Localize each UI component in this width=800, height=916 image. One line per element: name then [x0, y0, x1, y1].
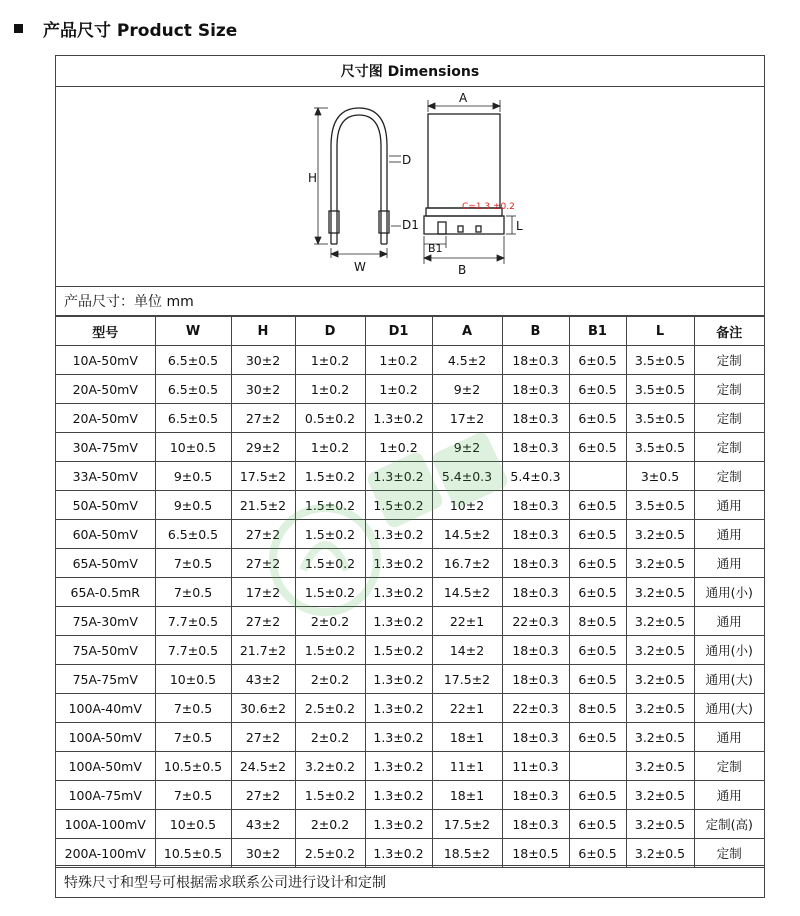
header-row — [56, 317, 764, 346]
table-cell: 10.5±0.5 — [155, 752, 231, 781]
unit-note: 产品尺寸：单位 mm — [56, 286, 764, 316]
table-cell: 1.3±0.2 — [365, 781, 432, 810]
table-cell: 通用 — [694, 520, 764, 549]
table-cell: 6±0.5 — [569, 346, 626, 375]
table-cell: 3.5±0.5 — [626, 346, 694, 375]
table-cell: 通用 — [694, 607, 764, 636]
table-cell: 6±0.5 — [569, 665, 626, 694]
table-cell: 14±2 — [432, 636, 502, 665]
table-cell: 1.3±0.2 — [365, 723, 432, 752]
label-l: L — [516, 219, 523, 233]
table-cell: 通用 — [694, 491, 764, 520]
column-header: W — [155, 317, 231, 346]
table-cell: 3.2±0.5 — [626, 723, 694, 752]
label-b1: B1 — [428, 242, 443, 255]
table-cell: 定制 — [694, 375, 764, 404]
table-cell: 6.5±0.5 — [155, 375, 231, 404]
table-cell: 17±2 — [231, 578, 295, 607]
footer-note: 特殊尺寸和型号可根据需求联系公司进行设计和定制 — [56, 865, 764, 897]
column-header: D — [295, 317, 365, 346]
table-cell: 9±2 — [432, 433, 502, 462]
column-header: A — [432, 317, 502, 346]
table-cell: 8±0.5 — [569, 694, 626, 723]
table-cell: 65A-50mV — [56, 549, 155, 578]
table-cell: 27±2 — [231, 607, 295, 636]
section-title — [10, 14, 237, 42]
table-cell: 16.7±2 — [432, 549, 502, 578]
table-cell: 3.2±0.5 — [626, 694, 694, 723]
dimension-drawing — [56, 86, 764, 286]
table-cell: 4.5±2 — [432, 346, 502, 375]
table-cell: 75A-50mV — [56, 636, 155, 665]
column-header: L — [626, 317, 694, 346]
table-cell: 100A-50mV — [56, 752, 155, 781]
u-pin-drawing — [329, 108, 389, 244]
table-cell: 27±2 — [231, 549, 295, 578]
table-cell: 7±0.5 — [155, 549, 231, 578]
table-cell: 定制 — [694, 346, 764, 375]
table-cell: 17.5±2 — [432, 665, 502, 694]
table-cell: 1±0.2 — [365, 375, 432, 404]
table-cell: 6±0.5 — [569, 491, 626, 520]
table-row — [56, 607, 764, 636]
table-cell: 30.6±2 — [231, 694, 295, 723]
table-cell: 14.5±2 — [432, 520, 502, 549]
table-cell: 200A-100mV — [56, 839, 155, 868]
table-cell: 通用 — [694, 723, 764, 752]
label-a: A — [459, 91, 468, 105]
table-cell: 2±0.2 — [295, 810, 365, 839]
table-cell: 100A-75mV — [56, 781, 155, 810]
table-cell: 11±1 — [432, 752, 502, 781]
table-cell: 7±0.5 — [155, 723, 231, 752]
table-cell: 50A-50mV — [56, 491, 155, 520]
table-cell: 10±2 — [432, 491, 502, 520]
table-cell: 18±1 — [432, 781, 502, 810]
table-cell: 18±0.3 — [502, 578, 569, 607]
table-cell: 7.7±0.5 — [155, 607, 231, 636]
table-cell: 3±0.5 — [626, 462, 694, 491]
table-cell: 18±0.3 — [502, 375, 569, 404]
table-row — [56, 839, 764, 868]
table-cell: 60A-50mV — [56, 520, 155, 549]
table-row — [56, 404, 764, 433]
table-cell: 定制 — [694, 752, 764, 781]
table-row — [56, 375, 764, 404]
table-cell: 通用 — [694, 781, 764, 810]
table-cell: 1.3±0.2 — [365, 404, 432, 433]
table-cell: 18±0.3 — [502, 723, 569, 752]
table-cell: 1.5±0.2 — [295, 636, 365, 665]
table-cell: 75A-30mV — [56, 607, 155, 636]
table-cell: 3.2±0.5 — [626, 520, 694, 549]
table-cell: 100A-40mV — [56, 694, 155, 723]
table-cell: 1±0.2 — [365, 346, 432, 375]
table-cell: 1.3±0.2 — [365, 549, 432, 578]
table-cell: 100A-100mV — [56, 810, 155, 839]
column-header: B1 — [569, 317, 626, 346]
table-cell: 10±0.5 — [155, 665, 231, 694]
table-cell: 18±0.5 — [502, 839, 569, 868]
table-cell: 14.5±2 — [432, 578, 502, 607]
table-cell: 27±2 — [231, 520, 295, 549]
bullet-square-icon — [14, 24, 23, 33]
table-cell: 22±1 — [432, 607, 502, 636]
table-cell: 9±2 — [432, 375, 502, 404]
table-row — [56, 636, 764, 665]
table-cell: 1.3±0.2 — [365, 462, 432, 491]
table-cell: 1.5±0.2 — [295, 549, 365, 578]
table-cell: 22±0.3 — [502, 607, 569, 636]
column-header: 备注 — [694, 317, 764, 346]
table-cell: 27±2 — [231, 781, 295, 810]
table-cell: 8±0.5 — [569, 607, 626, 636]
table-cell: 11±0.3 — [502, 752, 569, 781]
table-cell: 18±0.3 — [502, 433, 569, 462]
table-cell: 33A-50mV — [56, 462, 155, 491]
table-cell: 定制(高) — [694, 810, 764, 839]
table-cell: 18±0.3 — [502, 636, 569, 665]
table-cell: 3.2±0.5 — [626, 549, 694, 578]
table-cell: 3.5±0.5 — [626, 404, 694, 433]
table-cell: 2±0.2 — [295, 607, 365, 636]
table-cell: 30±2 — [231, 375, 295, 404]
table-cell: 30±2 — [231, 839, 295, 868]
label-d: D — [402, 153, 412, 167]
table-cell: 6±0.5 — [569, 781, 626, 810]
table-cell: 24.5±2 — [231, 752, 295, 781]
body-drawing — [424, 114, 504, 234]
table-cell: 18±0.3 — [502, 810, 569, 839]
table-row — [56, 810, 764, 839]
table-cell: 3.2±0.2 — [295, 752, 365, 781]
table-row — [56, 694, 764, 723]
label-w: W — [354, 260, 366, 274]
table-cell: 100A-50mV — [56, 723, 155, 752]
table-cell: 3.2±0.5 — [626, 839, 694, 868]
table-cell: 1.5±0.2 — [295, 462, 365, 491]
table-row — [56, 781, 764, 810]
table-cell: 6±0.5 — [569, 433, 626, 462]
table-cell: 3.2±0.5 — [626, 781, 694, 810]
table-cell: 6±0.5 — [569, 810, 626, 839]
table-cell: 2.5±0.2 — [295, 694, 365, 723]
table-row — [56, 520, 764, 549]
table-cell: 定制 — [694, 433, 764, 462]
column-header: D1 — [365, 317, 432, 346]
table-cell: 1.5±0.2 — [295, 491, 365, 520]
body-dimension-lines — [424, 100, 516, 264]
table-cell: 3.2±0.5 — [626, 607, 694, 636]
column-header: B — [502, 317, 569, 346]
table-cell: 6±0.5 — [569, 723, 626, 752]
table-cell: 18±0.3 — [502, 549, 569, 578]
table-cell: 1.5±0.2 — [295, 578, 365, 607]
table-cell: 9±0.5 — [155, 491, 231, 520]
table-body — [56, 346, 764, 868]
column-header: 型号 — [56, 317, 155, 346]
table-cell — [569, 462, 626, 491]
table-cell: 通用(小) — [694, 578, 764, 607]
table-cell: 6.5±0.5 — [155, 346, 231, 375]
table-cell: 18±0.3 — [502, 346, 569, 375]
table-row — [56, 433, 764, 462]
table-row — [56, 491, 764, 520]
table-cell: 1.3±0.2 — [365, 694, 432, 723]
column-header: H — [231, 317, 295, 346]
table-cell: 29±2 — [231, 433, 295, 462]
table-cell: 18±1 — [432, 723, 502, 752]
table-cell: 27±2 — [231, 404, 295, 433]
table-cell — [569, 752, 626, 781]
table-cell: 通用(大) — [694, 665, 764, 694]
table-cell: 1.3±0.2 — [365, 752, 432, 781]
table-cell: 18±0.3 — [502, 491, 569, 520]
table-cell: 1.3±0.2 — [365, 607, 432, 636]
table-cell: 6±0.5 — [569, 375, 626, 404]
label-b: B — [458, 263, 467, 277]
table-cell: 6±0.5 — [569, 578, 626, 607]
table-cell: 6±0.5 — [569, 520, 626, 549]
table-cell: 3.2±0.5 — [626, 636, 694, 665]
table-cell: 43±2 — [231, 665, 295, 694]
label-c: C=1.3 ±0.2 — [462, 202, 515, 212]
table-cell: 5.4±0.3 — [502, 462, 569, 491]
table-cell: 定制 — [694, 839, 764, 868]
table-cell: 18±0.3 — [502, 404, 569, 433]
table-cell: 1±0.2 — [295, 433, 365, 462]
table-cell: 22±1 — [432, 694, 502, 723]
table-cell: 6±0.5 — [569, 636, 626, 665]
table-cell: 0.5±0.2 — [295, 404, 365, 433]
table-row — [56, 462, 764, 491]
table-cell: 75A-75mV — [56, 665, 155, 694]
product-size-table — [56, 316, 764, 868]
table-row — [56, 752, 764, 781]
table-cell: 1±0.2 — [295, 375, 365, 404]
table-cell: 10±0.5 — [155, 433, 231, 462]
table-cell: 21.7±2 — [231, 636, 295, 665]
label-d1: D1 — [402, 218, 419, 232]
table-cell: 3.2±0.5 — [626, 665, 694, 694]
table-cell: 1.5±0.2 — [295, 520, 365, 549]
table-cell: 43±2 — [231, 810, 295, 839]
table-cell: 9±0.5 — [155, 462, 231, 491]
table-cell: 10.5±0.5 — [155, 839, 231, 868]
table-cell: 1.5±0.2 — [295, 781, 365, 810]
table-cell: 通用 — [694, 549, 764, 578]
table-cell: 17.5±2 — [231, 462, 295, 491]
table-row — [56, 346, 764, 375]
table-cell: 2±0.2 — [295, 665, 365, 694]
table-cell: 6.5±0.5 — [155, 404, 231, 433]
table-cell: 18±0.3 — [502, 520, 569, 549]
table-cell: 1.5±0.2 — [365, 636, 432, 665]
table-cell: 7±0.5 — [155, 781, 231, 810]
table-cell: 20A-50mV — [56, 375, 155, 404]
table-cell: 7.7±0.5 — [155, 636, 231, 665]
table-cell: 22±0.3 — [502, 694, 569, 723]
table-cell: 3.5±0.5 — [626, 375, 694, 404]
table-cell: 定制 — [694, 462, 764, 491]
table-cell: 6.5±0.5 — [155, 520, 231, 549]
table-cell: 7±0.5 — [155, 694, 231, 723]
table-cell: 6±0.5 — [569, 839, 626, 868]
table-cell: 17±2 — [432, 404, 502, 433]
table-cell: 1.3±0.2 — [365, 520, 432, 549]
table-cell: 17.5±2 — [432, 810, 502, 839]
dimensions-header: 尺寸图 Dimensions — [56, 56, 764, 87]
table-cell: 20A-50mV — [56, 404, 155, 433]
table-cell: 18±0.3 — [502, 781, 569, 810]
table-cell: 1.3±0.2 — [365, 810, 432, 839]
table-cell: 7±0.5 — [155, 578, 231, 607]
dimensions-diagram — [56, 86, 764, 287]
table-cell: 1.3±0.2 — [365, 578, 432, 607]
table-cell: 3.2±0.5 — [626, 578, 694, 607]
table-cell: 27±2 — [231, 723, 295, 752]
table-cell: 1.3±0.2 — [365, 665, 432, 694]
table-header — [56, 317, 764, 346]
table-cell: 10A-50mV — [56, 346, 155, 375]
table-cell: 3.5±0.5 — [626, 433, 694, 462]
table-cell: 65A-0.5mR — [56, 578, 155, 607]
table-cell: 21.5±2 — [231, 491, 295, 520]
table-cell: 1.5±0.2 — [365, 491, 432, 520]
table-cell: 通用(大) — [694, 694, 764, 723]
product-size-frame — [55, 55, 765, 898]
table-cell: 定制 — [694, 404, 764, 433]
table-cell: 18.5±2 — [432, 839, 502, 868]
table-cell: 1±0.2 — [295, 346, 365, 375]
table-row — [56, 578, 764, 607]
table-cell: 通用(小) — [694, 636, 764, 665]
table-cell: 3.5±0.5 — [626, 491, 694, 520]
table-cell: 6±0.5 — [569, 404, 626, 433]
table-cell: 1.3±0.2 — [365, 839, 432, 868]
table-row — [56, 549, 764, 578]
u-pin-dimension-lines — [314, 108, 401, 258]
table-cell: 18±0.3 — [502, 665, 569, 694]
table-cell: 2.5±0.2 — [295, 839, 365, 868]
table-cell: 3.2±0.5 — [626, 752, 694, 781]
table-row — [56, 723, 764, 752]
table-row — [56, 665, 764, 694]
section-title-text: 产品尺寸 Product Size — [43, 20, 238, 41]
table-cell: 30±2 — [231, 346, 295, 375]
table-cell: 1±0.2 — [365, 433, 432, 462]
table-cell: 2±0.2 — [295, 723, 365, 752]
table-cell: 10±0.5 — [155, 810, 231, 839]
table-cell: 3.2±0.5 — [626, 810, 694, 839]
table-cell: 30A-75mV — [56, 433, 155, 462]
label-h: H — [308, 171, 318, 185]
table-cell: 5.4±0.3 — [432, 462, 502, 491]
table-cell: 6±0.5 — [569, 549, 626, 578]
